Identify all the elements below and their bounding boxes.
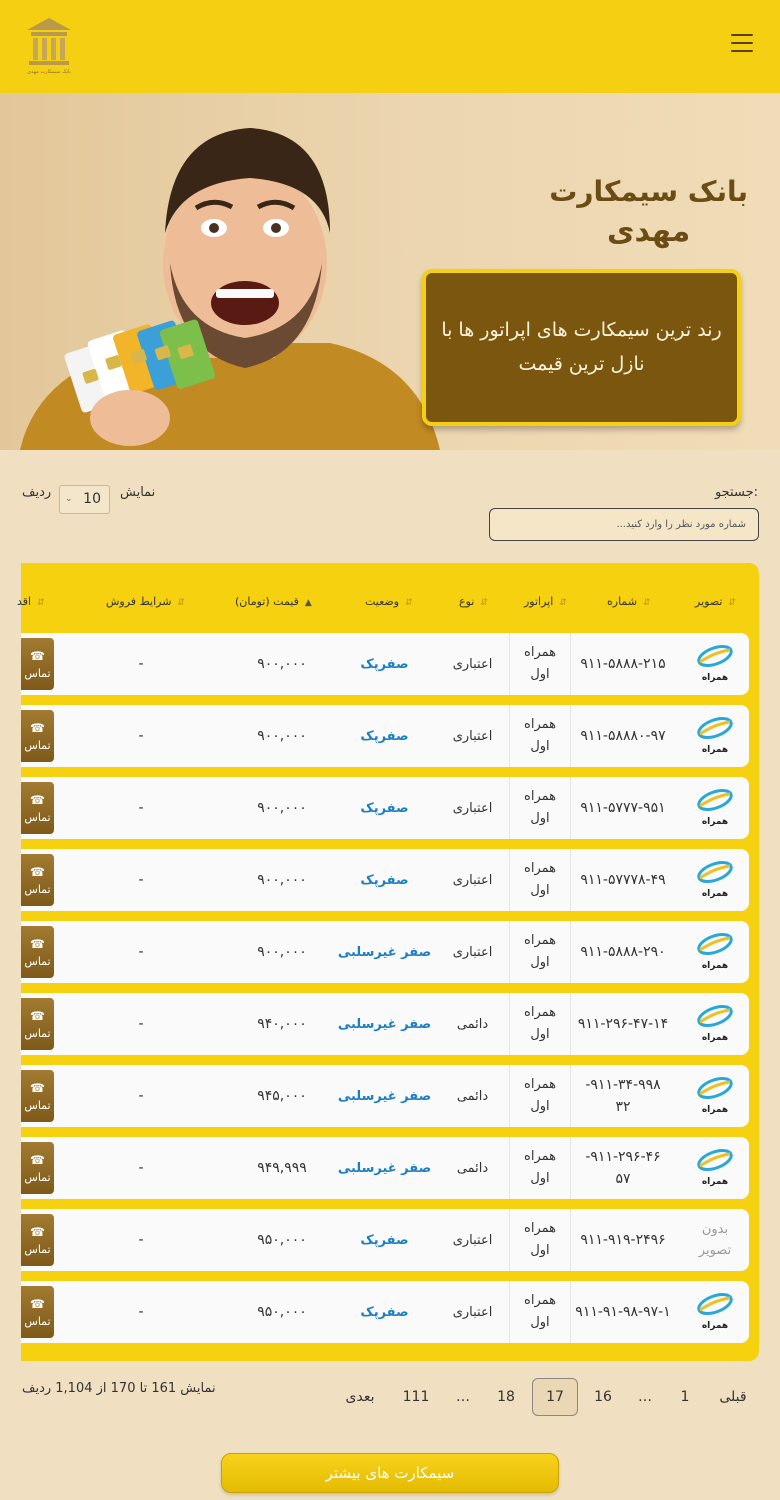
sim-price: ۹۴۹,۹۹۹ [257,1160,307,1176]
sim-type: اعتباری [452,1304,493,1320]
sim-status-link[interactable]: صفر غیرسلبی [337,1088,432,1104]
operator-cell [509,1209,571,1271]
sim-table [17,563,759,1361]
sale-conditions: - [138,1088,144,1104]
page-length-value: 10 [83,491,101,507]
column-header-status[interactable]: ⇵وضعیت [365,595,413,608]
sim-price: ۹۰۰,۰۰۰ [257,800,307,816]
table-row [21,1137,749,1199]
phone-icon: ☎ [30,792,45,807]
operator-cell [509,705,571,767]
operator-line1: همراه [524,933,556,948]
sim-price: ۹۵۰,۰۰۰ [257,1304,307,1320]
sim-type: دائمی [456,1088,489,1104]
pagination-ellipsis: … [638,1389,652,1405]
sim-number-cell [571,633,675,695]
search-input[interactable] [489,508,759,541]
hero-title-line1: بانک سیمکارت [549,175,748,208]
call-button-label: تماس [24,1242,51,1256]
sim-type: اعتباری [452,800,493,816]
call-button[interactable] [21,926,54,978]
table-header [17,563,759,633]
sim-number-cell [571,1281,675,1343]
sim-image-cell [685,705,745,767]
operator-cell [509,1281,571,1343]
no-image-text: بدون تصویر [698,1222,732,1258]
hero-slogan-line2: نازل ترین قیمت [518,353,645,375]
mci-operator-logo-icon [694,858,736,902]
pagination-page-16[interactable]: 16 [594,1389,612,1405]
call-button-label: تماس [24,1314,51,1328]
sim-number: ۹۱۱-۵۸۸۸-۲۱۵ [580,656,666,672]
sale-conditions: - [138,1232,144,1248]
mci-operator-logo-icon [694,1074,736,1118]
mci-operator-logo-icon [694,1002,736,1046]
sim-number-cell [571,1209,675,1271]
hero-banner [0,93,780,450]
bank-logo[interactable] [22,14,76,78]
sim-number-cell [571,1137,675,1199]
call-button[interactable] [21,710,54,762]
table-row [21,777,749,839]
call-button-label: تماس [24,1026,51,1040]
phone-icon: ☎ [30,1080,45,1095]
table-row [21,705,749,767]
sim-number: ۹۱۱-۵۸۸۸-۲۹۰ [580,944,666,960]
operator-cell [509,633,571,695]
sim-type: دائمی [456,1016,489,1032]
sim-price: ۹۴۰,۰۰۰ [257,1016,307,1032]
table-row [21,633,749,695]
sim-number: ۹۱۱-۵۷۷۷-۹۵۱ [580,800,666,816]
call-button[interactable] [21,1142,54,1194]
sale-conditions: - [138,944,144,960]
sale-conditions: - [138,1160,144,1176]
sim-number: ۹۱۱-۹۱۹-۲۴۹۶ [580,1232,666,1248]
mci-operator-logo-icon [694,930,736,974]
sim-status-link[interactable]: صفرپک [360,1304,409,1320]
sim-image-cell [685,777,745,839]
menu-icon[interactable] [731,34,753,52]
call-button[interactable] [21,782,54,834]
sim-image-cell [685,993,745,1055]
operator-line1: همراه [524,861,556,876]
table-row [21,849,749,911]
phone-icon: ☎ [30,936,45,951]
call-button-label: تماس [24,1170,51,1184]
column-header-number[interactable]: ⇵شماره [607,595,651,608]
svg-text:همراه: همراه [701,961,729,971]
sim-number-cell [571,705,675,767]
more-sims-button[interactable]: سیمکارت های بیشتر [221,1453,559,1493]
sim-status-link[interactable]: صفرپک [360,728,409,744]
operator-line1: همراه [524,1149,556,1164]
sim-image-cell [685,1281,745,1343]
pagination-ellipsis-2: … [456,1389,470,1405]
column-header-conditions[interactable]: ⇵شرایط فروش [106,595,185,608]
call-button-label: تماس [24,954,51,968]
operator-cell [509,1137,571,1199]
operator-line2: اول [530,1243,550,1258]
call-button[interactable] [21,1214,54,1266]
sim-status-link[interactable]: صفر غیرسلبی [337,944,432,960]
sim-number: ۹۱۱-۲۹۶-۴۷-۱۴ [577,1016,669,1032]
operator-line2: اول [530,883,550,898]
call-button[interactable] [21,1286,54,1338]
chevron-down-icon: ⌄ [65,494,73,504]
operator-line1: همراه [524,1077,556,1092]
operator-cell [509,777,571,839]
operator-cell [509,1065,571,1127]
operator-cell [509,849,571,911]
hero-slogan-box [422,269,741,426]
operator-line1: همراه [524,789,556,804]
sim-price: ۹۵۰,۰۰۰ [257,1232,307,1248]
call-button[interactable] [21,998,54,1050]
sim-image-cell [685,1065,745,1127]
sim-number-cell [571,849,675,911]
sale-conditions: - [138,800,144,816]
phone-icon: ☎ [30,1224,45,1239]
pagination-page-17[interactable]: 17 [532,1378,578,1416]
column-header-image[interactable]: ⇵تصویر [695,595,736,608]
pagination-page-18[interactable]: 18 [497,1389,515,1405]
table-row [21,1209,749,1271]
sim-status-link[interactable]: صفر غیرسلبی [337,1160,432,1176]
svg-text:همراه: همراه [701,817,729,827]
sim-type: اعتباری [452,872,493,888]
sim-status-link[interactable]: صفر غیرسلبی [337,1016,432,1032]
sim-price: ۹۰۰,۰۰۰ [257,728,307,744]
sim-image-cell [685,1209,745,1271]
sale-conditions: - [138,1304,144,1320]
operator-line1: همراه [524,1005,556,1020]
pagination-next[interactable]: بعدی [345,1389,375,1405]
sale-conditions: - [138,1016,144,1032]
table-row [21,993,749,1055]
sim-number: ۹۱۱-۹۱-۹۸-۹۷-۱ [575,1304,671,1320]
call-button[interactable] [21,1070,54,1122]
phone-icon: ☎ [30,1008,45,1023]
svg-text:همراه: همراه [701,745,729,755]
operator-line2: اول [530,667,550,682]
operator-line2: اول [530,739,550,754]
phone-icon: ☎ [30,1296,45,1311]
table-controls [0,450,780,560]
sim-number: ۹۱۱-۳۴-۹۹۸- ۳۲ [585,1077,661,1115]
sim-number: ۹۱۱-۵۸۸۸۰-۹۷ [580,728,666,744]
operator-line2: اول [530,955,550,970]
mci-operator-logo-icon [694,1146,736,1190]
sim-type: اعتباری [452,728,493,744]
sim-price: ۹۰۰,۰۰۰ [257,872,307,888]
sim-number-cell [571,993,675,1055]
phone-icon: ☎ [30,1152,45,1167]
operator-line1: همراه [524,645,556,660]
sale-conditions: - [138,656,144,672]
column-header-action[interactable]: ⇵اقد [17,595,45,608]
column-header-type[interactable]: ⇵نوع [459,595,488,608]
call-button[interactable] [21,854,54,906]
sim-type: اعتباری [452,656,493,672]
pagination-page-1[interactable]: 1 [680,1389,690,1405]
sim-image-cell [685,921,745,983]
call-button-label: تماس [24,810,51,824]
operator-line2: اول [530,1315,550,1330]
call-button-label: تماس [24,1098,51,1112]
sim-price: ۹۰۰,۰۰۰ [257,944,307,960]
operator-line2: اول [530,811,550,826]
sim-image-cell [685,633,745,695]
sale-conditions: - [138,872,144,888]
operator-cell [509,921,571,983]
sim-type: دائمی [456,1160,489,1176]
call-button-label: تماس [24,738,51,752]
site-header [0,0,780,93]
sim-number: ۹۱۱-۲۹۶-۴۶- ۵۷ [585,1149,661,1187]
mci-operator-logo-icon [694,642,736,686]
hero-person-image [0,93,440,450]
sim-number-cell [571,921,675,983]
svg-text:همراه: همراه [701,1033,729,1043]
column-header-price[interactable]: ▲قیمت (تومان) [235,595,312,608]
sim-image-cell [685,1137,745,1199]
sale-conditions: - [138,728,144,744]
search-label: جستجو: [714,485,758,500]
sim-number: ۹۱۱-۵۷۷۷۸-۴۹ [580,872,666,888]
svg-text:همراه: همراه [701,673,729,683]
call-button[interactable] [21,638,54,690]
phone-icon: ☎ [30,864,45,879]
operator-line2: اول [530,1027,550,1042]
sim-price: ۹۴۵,۰۰۰ [257,1088,307,1104]
hero-title-line2: مهدی [607,214,691,249]
operator-line2: اول [530,1099,550,1114]
phone-icon: ☎ [30,720,45,735]
call-button-label: تماس [24,666,51,680]
svg-text:همراه: همراه [701,889,729,899]
operator-line2: اول [530,1171,550,1186]
sim-number-cell [571,777,675,839]
table-info: نمایش 161 تا 170 از 1,104 ردیف [22,1381,216,1396]
call-button-label: تماس [24,882,51,896]
sim-status-link[interactable]: صفرپک [360,872,409,888]
table-row [21,1281,749,1343]
pagination-page-111[interactable]: 111 [402,1389,430,1405]
table-row [21,1065,749,1127]
hero-title [549,175,748,249]
sim-number-cell [571,1065,675,1127]
sim-price: ۹۰۰,۰۰۰ [257,656,307,672]
sim-type: اعتباری [452,1232,493,1248]
logo-text: بانک سیمکارت مهدی [27,69,71,75]
sim-status-link[interactable]: صفرپک [360,656,409,672]
svg-text:همراه: همراه [701,1105,729,1115]
mci-operator-logo-icon [694,714,736,758]
sim-type: اعتباری [452,944,493,960]
mci-operator-logo-icon [694,1290,736,1334]
operator-cell [509,993,571,1055]
show-label: نمایش [120,485,156,500]
operator-line1: همراه [524,1221,556,1236]
table-row [21,921,749,983]
sim-image-cell [685,849,745,911]
hero-slogan-line1: رند ترین سیمکارت های اپراتور ها با [441,319,722,341]
svg-text:همراه: همراه [701,1321,729,1331]
column-header-operator[interactable]: ⇵اپراتور [524,595,567,608]
sim-status-link[interactable]: صفرپک [360,800,409,816]
pagination-previous[interactable]: قبلی [719,1389,747,1405]
page-length-select[interactable] [59,485,110,514]
operator-line1: همراه [524,1293,556,1308]
sim-status-link[interactable]: صفرپک [360,1232,409,1248]
svg-text:همراه: همراه [701,1177,729,1187]
operator-line1: همراه [524,717,556,732]
rows-label: ردیف [22,485,52,500]
mci-operator-logo-icon [694,786,736,830]
phone-icon: ☎ [30,648,45,663]
